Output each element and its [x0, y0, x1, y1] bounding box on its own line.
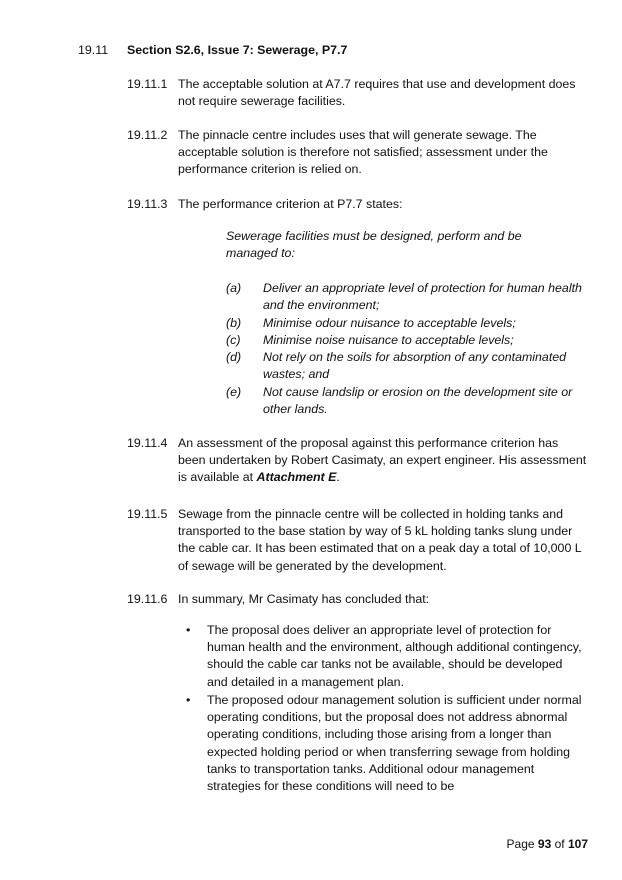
page-label: Page [506, 837, 535, 851]
paragraph-text-lead: An assessment of the proposal against this performance criterion has been undertaken by Robert Casimaty, an expert engineer. His assessment is available at [178, 436, 587, 485]
bullet-text: The proposed odour management solution is sufficient under normal operating conditions, but the proposal does not address abnormal operating conditions, including those arising from a longer than expected holding period or when transferring sewage from holding tanks to transportation tanks. Additional odour management strategies for these conditions will need to be [207, 693, 582, 794]
paragraph-text: The pinnacle centre includes uses that will generate sewage. The acceptable solution is therefore not satisfied; assessment under the performance criterion is relied on. [178, 128, 548, 177]
paragraph-number: 19.11.1 [127, 77, 168, 91]
quote-item-label: (e) [226, 385, 242, 399]
paragraph-text [178, 435, 588, 487]
paragraph-text: Sewage from the pinnacle centre will be collected in holding tanks and transported to the base station by way of 5 kL holding tanks slung under the cable car. It has been estimated that on a peak day a total of 10,000 L of sewage will be generated by the development. [178, 507, 582, 573]
paragraph-number: 19.11.4 [127, 436, 168, 450]
total-pages: 107 [567, 837, 588, 851]
bullet-icon: • [186, 623, 191, 637]
bullet-text: The proposal does deliver an appropriate level of protection for human health and the environment, although additional contingency, should the cable car tanks not be available, should be developed and detailed in a management plan. [207, 623, 582, 689]
quote-item-text: Not cause landslip or erosion on the development site or other lands. [263, 385, 573, 417]
paragraph-number: 19.11.3 [127, 197, 168, 211]
paragraph-text: The acceptable solution at A7.7 requires that use and development does not require sewerage facilities. [178, 77, 576, 109]
section-title: Section S2.6, Issue 7: Sewerage, P7.7 [127, 43, 348, 57]
section-number: 19.11 [78, 43, 109, 57]
paragraph-number: 19.11.2 [127, 128, 168, 142]
of-label: of [554, 837, 565, 851]
paragraph-text: The performance criterion at P7.7 states: [178, 197, 403, 211]
paragraph-text: In summary, Mr Casimaty has concluded that: [178, 592, 430, 606]
page-footer [478, 836, 588, 853]
quote-item-text: Deliver an appropriate level of protection for human health and the environment; [263, 281, 582, 313]
attachment-reference: Attachment E [256, 470, 337, 485]
paragraph-number: 19.11.6 [127, 592, 168, 606]
quote-intro: Sewerage facilities must be designed, perform and be managed to: [226, 229, 522, 261]
paragraph-text-end: . [336, 470, 340, 485]
quote-item-text: Not rely on the soils for absorption of any contaminated wastes; and [263, 350, 567, 382]
quote-item-label: (b) [226, 316, 242, 330]
quote-item-text: Minimise odour nuisance to acceptable levels; [263, 316, 516, 330]
quote-item-label: (d) [226, 350, 242, 364]
quote-item-label: (a) [226, 281, 242, 295]
paragraph-number: 19.11.5 [127, 507, 168, 521]
quote-item-label: (c) [226, 333, 241, 347]
bullet-icon: • [186, 693, 191, 707]
quote-item-text: Minimise noise nuisance to acceptable levels; [263, 333, 514, 347]
page-number: 93 [537, 837, 552, 851]
